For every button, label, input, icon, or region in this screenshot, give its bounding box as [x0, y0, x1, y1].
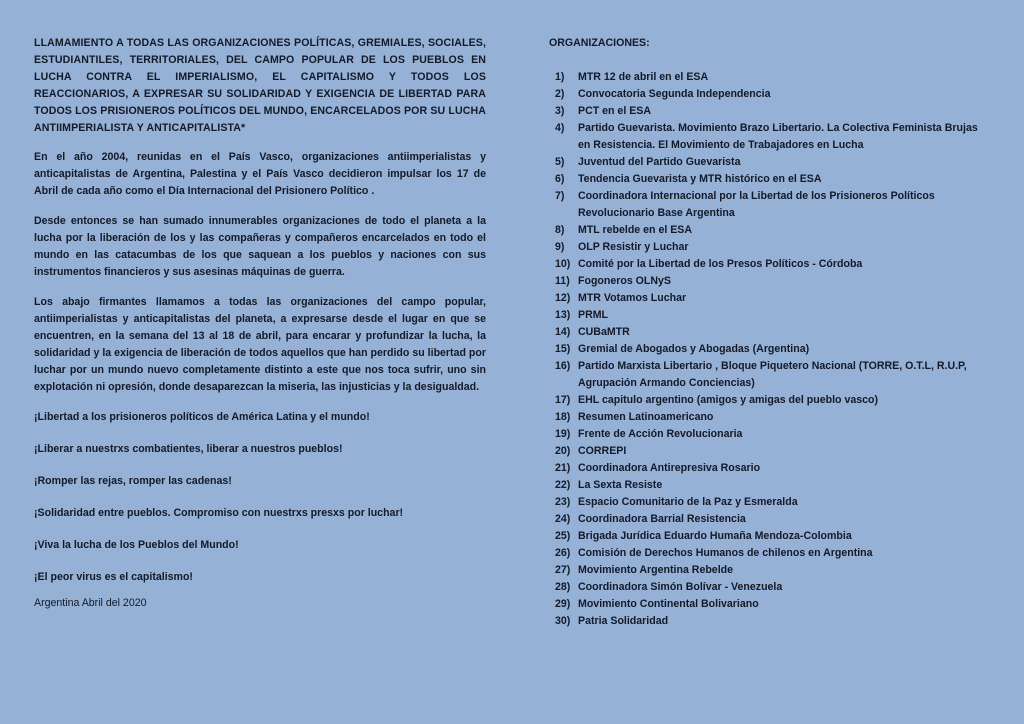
organization-item [549, 69, 989, 86]
organization-number: 23) [555, 496, 571, 508]
organization-item [549, 222, 989, 239]
organization-name: CORREPI [578, 445, 627, 457]
organization-name: Partido Guevarista. Movimiento Brazo Libertario. La Colectiva Feminista Brujas en Resistencia. El Movimiento de Trabajadores en Lucha [578, 122, 978, 151]
slogan: ¡Libertad a los prisioneros políticos de América Latina y el mundo! [34, 411, 370, 423]
organization-name: Patria Solidaridad [578, 615, 669, 627]
organization-name: Movimiento Continental Bolivariano [578, 598, 759, 610]
organization-item [549, 613, 989, 630]
organization-item [549, 171, 989, 188]
organization-name: Comité por la Libertad de los Presos Políticos - Córdoba [578, 258, 863, 270]
organization-number: 3) [555, 105, 565, 117]
organization-number: 6) [555, 173, 565, 185]
organization-name: EHL capitulo argentino (amigos y amigas del pueblo vasco) [578, 394, 879, 406]
organization-name: MTL rebelde en el ESA [578, 224, 693, 236]
organization-item [549, 392, 989, 409]
organization-number: 25) [555, 530, 571, 542]
organization-item [549, 307, 989, 324]
organization-number: 30) [555, 615, 571, 627]
organization-name: OLP Resistir y Luchar [578, 241, 689, 253]
organization-item [549, 460, 989, 477]
slogan: ¡Solidaridad entre pueblos. Compromiso con nuestrxs presxs por luchar! [34, 507, 404, 519]
organization-item [549, 443, 989, 460]
slogan: ¡Romper las rejas, romper las cadenas! [34, 475, 232, 487]
organization-number: 13) [555, 309, 571, 321]
organization-item [549, 273, 989, 290]
organization-item [549, 154, 989, 171]
organization-name: PRML [578, 309, 609, 321]
organization-number: 11) [555, 275, 570, 287]
organization-number: 8) [555, 224, 565, 236]
slogan: ¡El peor virus es el capitalismo! [34, 571, 193, 583]
organization-item [549, 579, 989, 596]
slogan: ¡Viva la lucha de los Pueblos del Mundo! [34, 539, 239, 551]
organization-number: 19) [555, 428, 571, 440]
organization-name: Espacio Comunitario de la Paz y Esmeralda [578, 496, 798, 508]
organization-name: Fogoneros OLNyS [578, 275, 671, 287]
organization-number: 29) [555, 598, 571, 610]
organization-name: La Sexta Resiste [578, 479, 663, 491]
organization-number: 12) [555, 292, 571, 304]
right-column [549, 35, 989, 630]
document-title: LLAMAMIENTO A TODAS LAS ORGANIZACIONES POLÍTICAS, GREMIALES, SOCIALES, ESTUDIANTILES, TERRITORIALES, DEL CAMPO POPULAR DE LOS PUEBLOS EN LUCHA CONTRA EL IMPERIALISMO, EL CAPITALISMO Y TODOS LOS REACCIONARIOS, A EXPRESAR SU SOLIDARIDAD Y EXIGENCIA DE LIBERTAD PARA TODOS LOS PRISIONEROS POLÍTICOS DEL MUNDO, ENCARCELADOS POR SU LUCHA ANTIIMPERIALISTA Y ANTICAPITALISTA* [34, 37, 486, 134]
organization-number: 22) [555, 479, 571, 491]
organization-name: Gremial de Abogados y Abogadas (Argentina) [578, 343, 810, 355]
organization-number: 20) [555, 445, 571, 457]
organization-item [549, 239, 989, 256]
organization-name: Coordinadora Simón Bolívar - Venezuela [578, 581, 783, 593]
organization-item [549, 86, 989, 103]
organization-item [549, 120, 989, 154]
organization-item [549, 494, 989, 511]
organization-name: MTR Votamos Luchar [578, 292, 687, 304]
organization-item [549, 324, 989, 341]
organization-name: CUBaMTR [578, 326, 630, 338]
organization-name: Tendencia Guevarista y MTR histórico en el ESA [578, 173, 822, 185]
organization-item [549, 409, 989, 426]
organization-item [549, 426, 989, 443]
organization-number: 24) [555, 513, 571, 525]
organization-number: 18) [555, 411, 571, 423]
organization-number: 7) [555, 190, 565, 202]
organization-number: 27) [555, 564, 571, 576]
organization-number: 14) [555, 326, 571, 338]
paragraph-since: Desde entonces se han sumado innumerables organizaciones de todo el planeta a la lucha por la liberación de los y las compañeras y compañeros encarcelados en todo el mundo en las catacumbas de los que saquean a los pueblos y naciones con sus instrumentos financieros y sus asesinas máquinas de guerra. [34, 215, 486, 278]
organization-item [549, 596, 989, 613]
organization-item [549, 341, 989, 358]
organization-number: 9) [555, 241, 565, 253]
organization-name: Coordinadora Barrial Resistencia [578, 513, 746, 525]
organization-name: Brigada Jurídica Eduardo Humaña Mendoza-Colombia [578, 530, 852, 542]
organization-item [549, 562, 989, 579]
organization-number: 21) [555, 462, 571, 474]
organization-name: Movimiento Argentina Rebelde [578, 564, 734, 576]
signature: Argentina Abril del 2020 [34, 597, 147, 609]
organization-number: 10) [555, 258, 571, 270]
organization-item [549, 545, 989, 562]
organization-number: 2) [555, 88, 565, 100]
organization-name: PCT en el ESA [578, 105, 651, 117]
organization-name: Coordinadora Internacional por la Libertad de los Prisioneros Políticos Revolucionario Base Argentina [578, 190, 935, 219]
organization-item [549, 477, 989, 494]
organization-number: 15) [555, 343, 571, 355]
organization-item [549, 528, 989, 545]
left-column [34, 35, 486, 609]
organization-item [549, 256, 989, 273]
organization-name: MTR 12 de abril en el ESA [578, 71, 709, 83]
organization-item [549, 188, 989, 222]
organizations-list [549, 69, 989, 630]
organization-name: Convocatoria Segunda Independencia [578, 88, 771, 100]
slogan: ¡Liberar a nuestrxs combatientes, liberar a nuestros pueblos! [34, 443, 343, 455]
organization-number: 28) [555, 581, 571, 593]
organization-number: 5) [555, 156, 565, 168]
organization-item [549, 358, 989, 392]
organization-number: 26) [555, 547, 571, 559]
organization-number: 17) [555, 394, 571, 406]
organization-name: Frente de Acción Revolucionaria [578, 428, 743, 440]
organization-item [549, 103, 989, 120]
organizations-heading: ORGANIZACIONES: [549, 37, 650, 49]
organization-item [549, 290, 989, 307]
organization-number: 16) [555, 360, 571, 372]
organization-name: Partido Marxista Libertario , Bloque Piquetero Nacional (TORRE, O.T.L, R.U.P, Agrupación Armando Conciencias) [578, 360, 967, 389]
organization-number: 1) [555, 71, 565, 83]
organization-name: Resumen Latinoamericano [578, 411, 714, 423]
paragraph-history: En el año 2004, reunidas en el País Vasco, organizaciones antiimperialistas y anticapitalistas de Argentina, Palestina y el País Vasco decidieron impulsar los 17 de Abril de cada año como el Día Internacional del Prisionero Político . [34, 151, 486, 197]
organization-item [549, 511, 989, 528]
organization-name: Comisión de Derechos Humanos de chilenos en Argentina [578, 547, 873, 559]
paragraph-call: Los abajo firmantes llamamos a todas las organizaciones del campo popular, antiimperialistas y anticapitalistas del planeta, a expresarse desde el lugar en que se encuentren, en la semana del 13 al 18 de abril, para encarar y profundizar la lucha, la solidaridad y la exigencia de liberación de todos aquellos que han perdido su libertad por luchar por un mundo nuevo completamente distinto a este que nos toca sufrir, uno sin explotación ni opresión, donde desaparezcan la miseria, las injusticias y la desigualdad. [34, 296, 486, 393]
organization-number: 4) [555, 122, 565, 134]
organization-name: Coordinadora Antirepresiva Rosario [578, 462, 761, 474]
organization-name: Juventud del Partido Guevarista [578, 156, 741, 168]
